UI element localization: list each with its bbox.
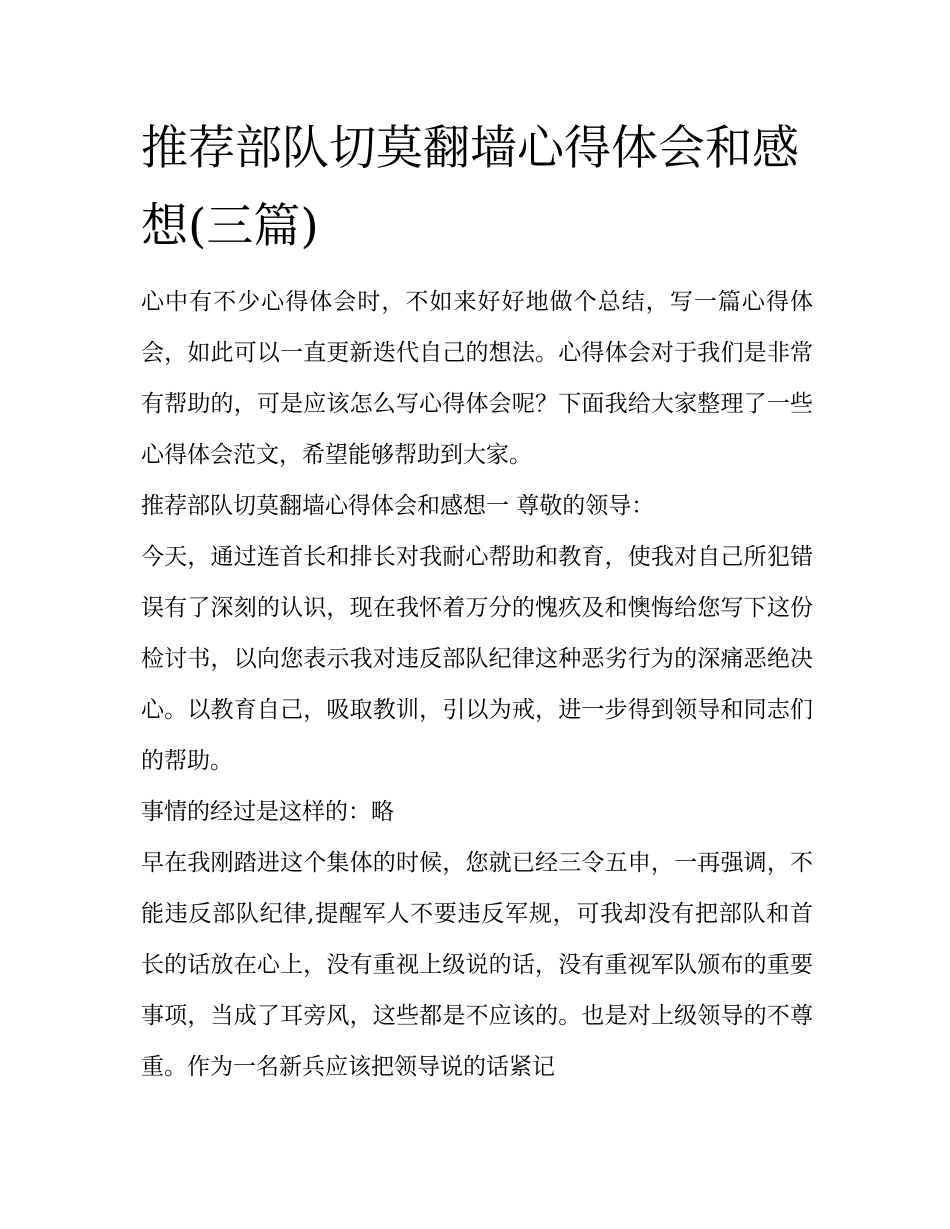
document-title: 推荐部队切莫翻墙心得体会和感想(三篇) <box>141 121 799 254</box>
body-paragraph: 今天，通过连首长和排长对我耐心帮助和教育，使我对自己所犯错误有了深刻的认识，现在我怀着万分的愧疚及和懊悔给您写下这份检讨书，以向您表示我对违反部队纪律这种恶劣行为的深痛恶绝决心。以教育自己，吸取教训，引以为戒，进一步得到领导和同志们的帮助。 <box>141 544 813 774</box>
body-paragraph: 事情的经过是这样的：略 <box>141 799 394 825</box>
body-paragraph: 早在我刚踏进这个集体的时候，您就已经三令五申，一再强调，不能违反部队纪律,提醒军人不要违反军规，可我却没有把部队和首长的话放在心上，没有重视上级说的话，没有重视军队颁布的重要事项，当成了耳旁风，这些都是不应该的。也是对上级领导的不尊重。作为一名新兵应该把领导说的话紧记 <box>141 850 813 1080</box>
intro-paragraph: 心中有不少心得体会时，不如来好好地做个总结，写一篇心得体会，如此可以一直更新迭代自己的想法。心得体会对于我们是非常有帮助的，可是应该怎么写心得体会呢？下面我给大家整理了一些心得体会范文，希望能够帮助到大家。 <box>141 289 813 468</box>
section-heading-paragraph: 推荐部队切莫翻墙心得体会和感想一 尊敬的领导： <box>141 493 655 519</box>
document-page <box>141 110 813 1093</box>
